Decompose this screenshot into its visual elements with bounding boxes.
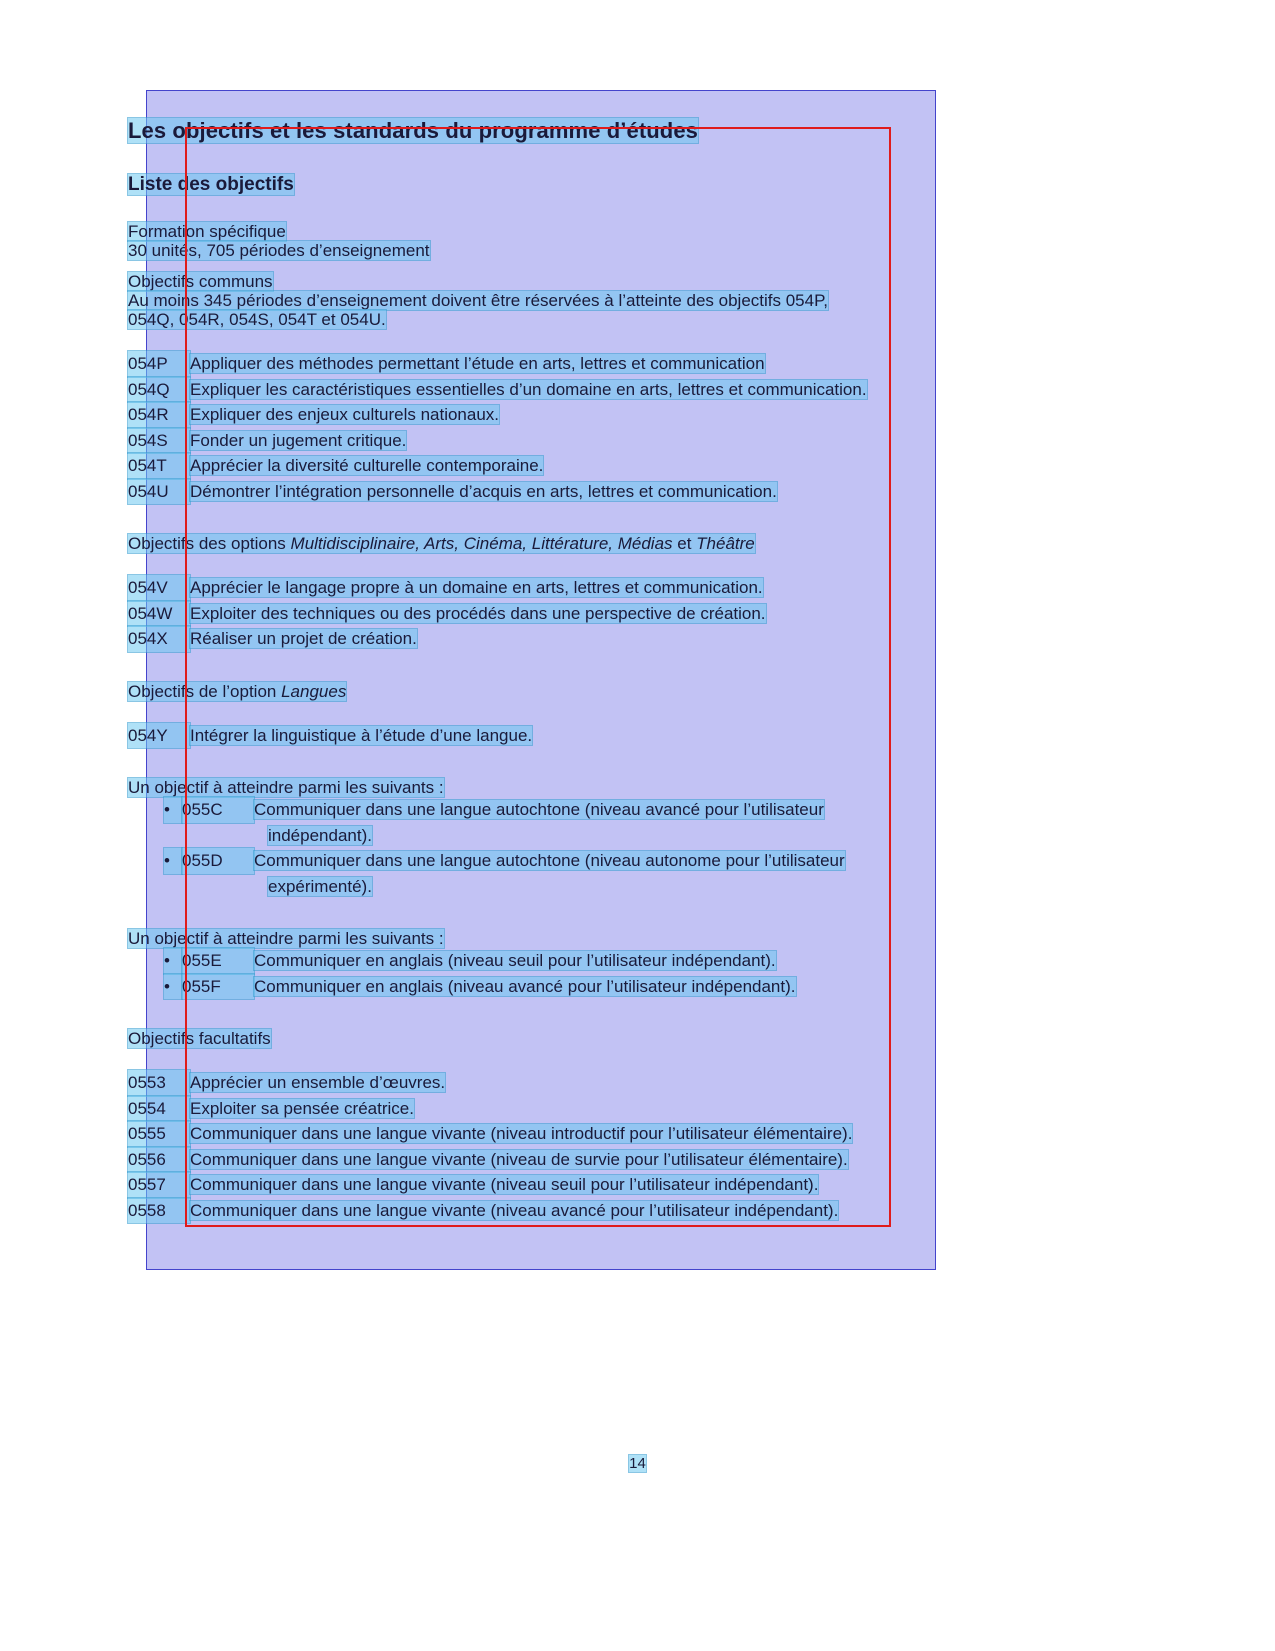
objective-text: Expliquer les caractéristiques essentielles d’un domaine en arts, lettres et communication. [190, 379, 867, 399]
objective-text: Communiquer dans une langue vivante (niveau seuil pour l’utilisateur indépendant). [190, 1175, 819, 1195]
objective-code: 054S [128, 428, 190, 454]
objective-row [128, 1096, 1078, 1122]
objective-row [128, 575, 1078, 601]
objective-code: 055E [182, 948, 254, 974]
objective-text: Communiquer dans une langue autochtone (niveau autonome pour l’utilisateur [254, 851, 845, 871]
objective-row [128, 377, 1078, 403]
choice-group-1-intro [128, 778, 1078, 797]
common-objectives-note-line-2 [128, 310, 1078, 329]
objective-text: Communiquer dans une langue vivante (niveau de survie pour l’utilisateur élémentaire). [190, 1149, 848, 1169]
objective-text: Communiquer en anglais (niveau avancé pour l’utilisateur indépendant). [254, 976, 796, 996]
objective-row [128, 453, 1078, 479]
section-subtitle-text: Liste des objectifs [128, 174, 294, 195]
objective-row [128, 1172, 1078, 1198]
objective-code: 054Y [128, 723, 190, 749]
objective-row [128, 479, 1078, 505]
objective-code: 055D [182, 848, 254, 874]
options-heading-italic-2: Théâtre [696, 534, 755, 554]
objective-text: Démontrer l’intégration personnelle d’acquis en arts, lettres et communication. [190, 481, 777, 501]
objective-code: 054W [128, 601, 190, 627]
objective-text: Apprécier la diversité culturelle contemporaine. [190, 456, 544, 476]
objective-text: Communiquer dans une langue vivante (niveau avancé pour l’utilisateur indépendant). [190, 1200, 839, 1220]
objective-row [128, 1147, 1078, 1173]
choice-group-2-intro [128, 929, 1078, 948]
list-item [128, 948, 1078, 974]
list-item-continuation [128, 874, 1078, 900]
choice-group-1-intro-text: Un objectif à atteindre parmi les suivants : [128, 778, 444, 798]
langues-heading-prefix: Objectifs de l’option [128, 681, 282, 701]
objective-code: 0556 [128, 1147, 190, 1173]
objective-text: Appliquer des méthodes permettant l’étude en arts, lettres et communication [190, 354, 765, 374]
options-heading-mid: et [672, 534, 697, 554]
common-objectives-note-line-1 [128, 291, 1078, 310]
page-number [0, 1455, 1275, 1472]
common-objectives-note-2-text: 054Q, 054R, 054S, 054T et 054U. [128, 310, 386, 330]
page-number-text: 14 [629, 1455, 646, 1472]
objective-text: Exploiter des techniques ou des procédés dans une perspective de création. [190, 603, 766, 623]
bullet-icon: • [164, 974, 182, 1000]
objective-code: 0555 [128, 1121, 190, 1147]
common-objectives-heading [128, 272, 1078, 291]
objective-row [128, 601, 1078, 627]
objective-text: Intégrer la linguistique à l’étude d’une langue. [190, 725, 533, 745]
objective-text: Expliquer des enjeux culturels nationaux. [190, 405, 500, 425]
optional-objectives-heading [128, 1029, 1078, 1048]
list-item [128, 797, 1078, 823]
objective-code: 0553 [128, 1070, 190, 1096]
objective-text: Fonder un jugement critique. [190, 430, 407, 450]
objective-code: 054T [128, 453, 190, 479]
formation-detail [128, 241, 1078, 260]
options-heading-prefix: Objectifs des options [128, 534, 291, 554]
objective-text: Apprécier le langage propre à un domaine en arts, lettres et communication. [190, 578, 763, 598]
objective-text: Communiquer en anglais (niveau seuil pour l’utilisateur indépendant). [254, 951, 776, 971]
objective-code: 0554 [128, 1096, 190, 1122]
objective-text: Exploiter sa pensée créatrice. [190, 1098, 414, 1118]
formation-heading-text: Formation spécifique [128, 222, 286, 241]
common-objectives-note-1-text: Au moins 345 périodes d’enseignement doivent être réservées à l’atteinte des objectifs 054P, [128, 291, 828, 311]
objective-row [128, 428, 1078, 454]
langues-heading-italic: Langues [281, 681, 347, 701]
objective-text-continuation: expérimenté). [268, 876, 372, 896]
langues-objectives-heading [128, 682, 1078, 701]
objective-code: 054V [128, 575, 190, 601]
objective-code: 054U [128, 479, 190, 505]
list-item-continuation [128, 823, 1078, 849]
page-title [128, 118, 1078, 144]
formation-heading [128, 222, 1078, 241]
bullet-icon: • [164, 948, 182, 974]
objective-row [128, 1121, 1078, 1147]
list-item [128, 974, 1078, 1000]
objective-text-continuation: indépendant). [268, 825, 372, 845]
common-objectives-heading-text: Objectifs communs [128, 272, 273, 292]
objective-code: 054P [128, 351, 190, 377]
objective-code: 0558 [128, 1198, 190, 1224]
objective-code: 054Q [128, 377, 190, 403]
objective-row [128, 402, 1078, 428]
objective-code: 055F [182, 974, 254, 1000]
choice-group-2-intro-text: Un objectif à atteindre parmi les suivants : [128, 929, 444, 949]
list-item [128, 848, 1078, 874]
optional-objectives-heading-text: Objectifs facultatifs [128, 1029, 271, 1049]
options-objectives-heading [128, 534, 1078, 553]
document-body [128, 118, 1078, 1223]
section-subtitle [128, 174, 1078, 196]
objective-row [128, 1198, 1078, 1224]
objective-row [128, 351, 1078, 377]
page-title-text: Les objectifs et les standards du programme d’études [128, 118, 699, 143]
formation-detail-text: 30 unités, 705 périodes d’enseignement [128, 241, 430, 261]
objective-text: Communiquer dans une langue autochtone (niveau avancé pour l’utilisateur [254, 800, 824, 820]
bullet-icon: • [164, 797, 182, 823]
objective-row [128, 723, 1078, 749]
bullet-icon: • [164, 848, 182, 874]
objective-code: 054X [128, 626, 190, 652]
options-heading-italic: Multidisciplinaire, Arts, Cinéma, Littérature, Médias [290, 534, 673, 554]
objective-text: Apprécier un ensemble d’œuvres. [190, 1073, 446, 1093]
objective-code: 055C [182, 797, 254, 823]
objective-code: 054R [128, 402, 190, 428]
objective-code: 0557 [128, 1172, 190, 1198]
objective-row [128, 1070, 1078, 1096]
objective-text: Communiquer dans une langue vivante (niveau introductif pour l’utilisateur élémentaire). [190, 1124, 853, 1144]
objective-row [128, 626, 1078, 652]
objective-text: Réaliser un projet de création. [190, 629, 417, 649]
